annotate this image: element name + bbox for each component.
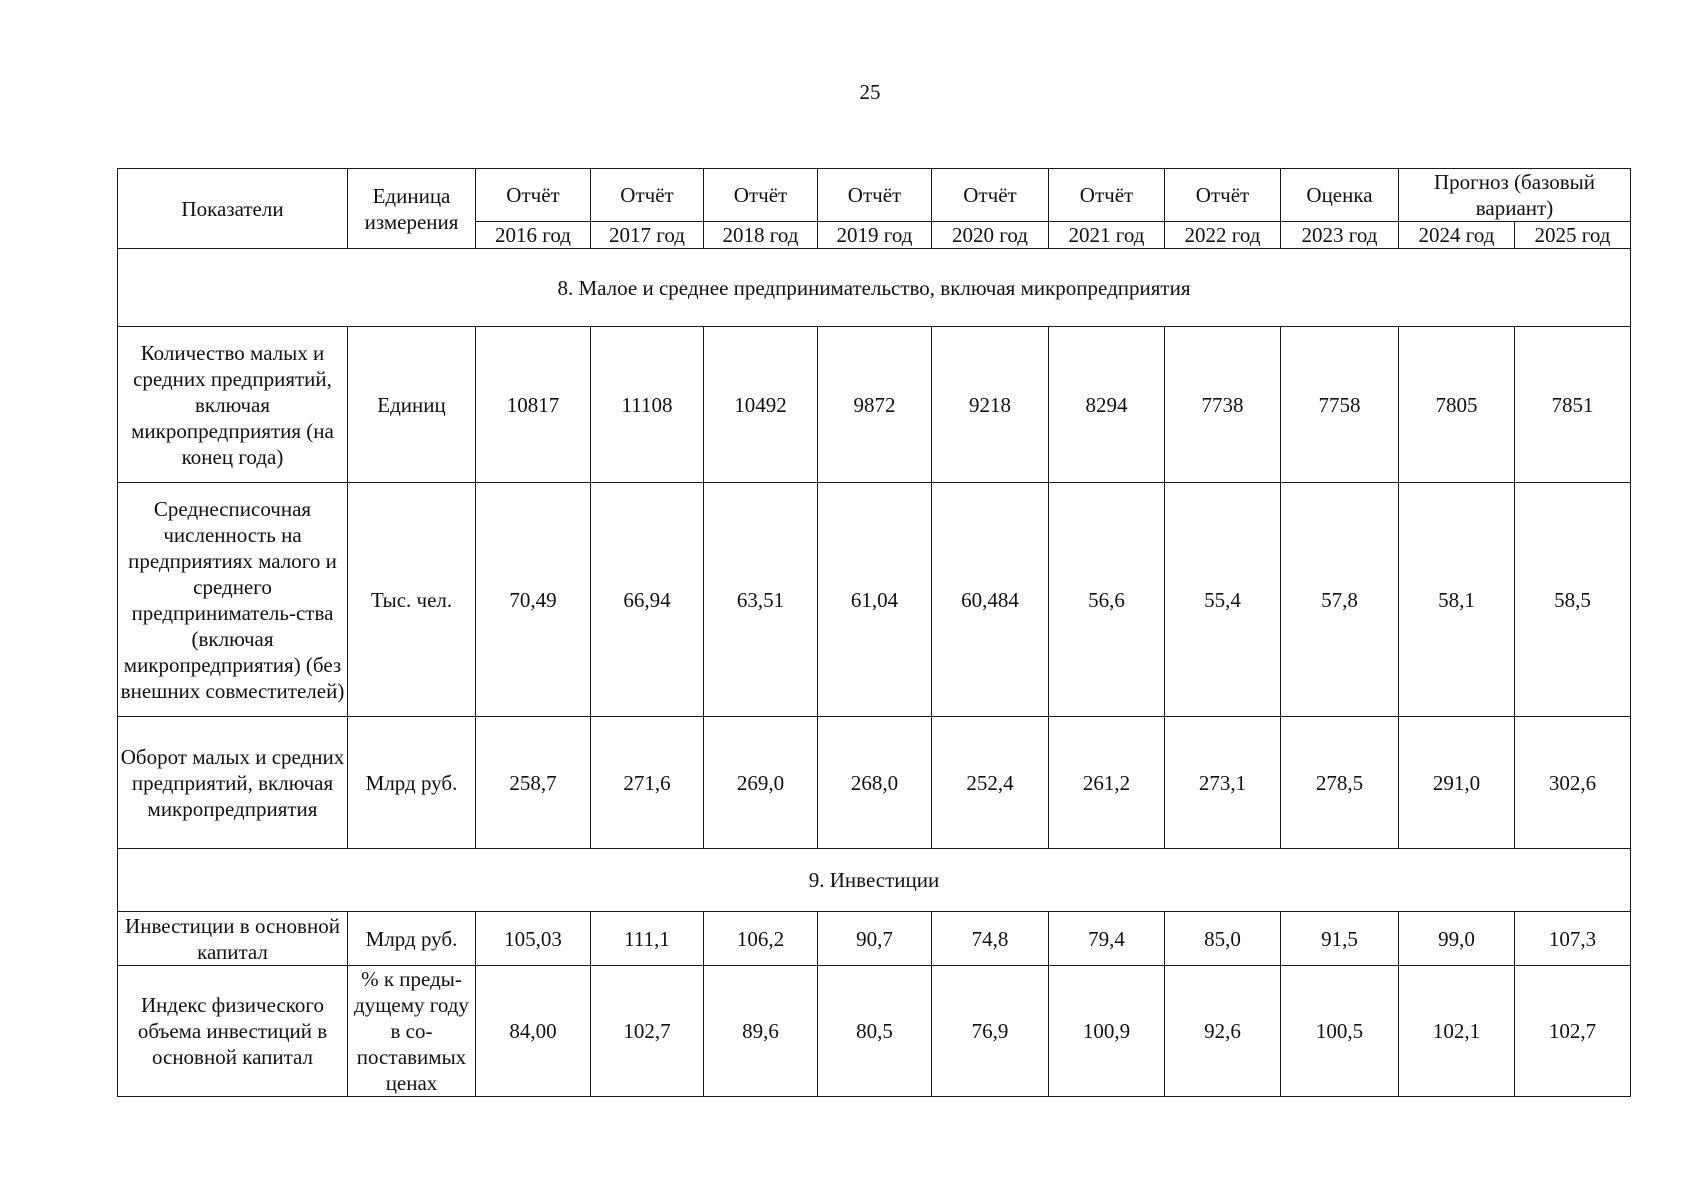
header-year: 2018 год xyxy=(704,222,818,249)
value-cell: 105,03 xyxy=(476,912,591,966)
header-period: Отчёт xyxy=(1165,169,1281,222)
value-cell: 9872 xyxy=(818,327,932,483)
value-cell: 302,6 xyxy=(1515,717,1631,849)
unit-cell: % к преды-дущему году в со-поставимых ценах xyxy=(348,966,476,1097)
table-row xyxy=(118,717,1631,849)
indicator-cell: Оборот малых и средних предприятий, включая микропредприятия xyxy=(118,717,348,849)
value-cell: 252,4 xyxy=(932,717,1049,849)
value-cell: 107,3 xyxy=(1515,912,1631,966)
value-cell: 9218 xyxy=(932,327,1049,483)
header-row-1 xyxy=(118,169,1631,222)
value-cell: 7805 xyxy=(1399,327,1515,483)
header-year: 2024 год xyxy=(1399,222,1515,249)
value-cell: 79,4 xyxy=(1049,912,1165,966)
value-cell: 7851 xyxy=(1515,327,1631,483)
table-row xyxy=(118,327,1631,483)
header-year: 2022 год xyxy=(1165,222,1281,249)
table-row xyxy=(118,483,1631,717)
header-year: 2023 год xyxy=(1281,222,1399,249)
header-period: Отчёт xyxy=(591,169,704,222)
section-title: 9. Инвестиции xyxy=(118,849,1631,912)
value-cell: 89,6 xyxy=(704,966,818,1097)
header-period: Отчёт xyxy=(932,169,1049,222)
value-cell: 261,2 xyxy=(1049,717,1165,849)
value-cell: 102,1 xyxy=(1399,966,1515,1097)
value-cell: 11108 xyxy=(591,327,704,483)
header-year: 2016 год xyxy=(476,222,591,249)
indicator-cell: Среднесписочная численность на предприятиях малого и среднего предприниматель-ства (включая микропредприятия) (без внешних совместителей) xyxy=(118,483,348,717)
value-cell: 291,0 xyxy=(1399,717,1515,849)
indicator-cell: Количество малых и средних предприятий, включая микропредприятия (на конец года) xyxy=(118,327,348,483)
section-row xyxy=(118,249,1631,327)
indicators-table xyxy=(117,168,1631,1097)
indicator-cell: Инвестиции в основной капитал xyxy=(118,912,348,966)
header-indicator: Показатели xyxy=(118,169,348,249)
value-cell: 91,5 xyxy=(1281,912,1399,966)
value-cell: 106,2 xyxy=(704,912,818,966)
page-number: 25 xyxy=(859,80,881,104)
unit-cell: Тыс. чел. xyxy=(348,483,476,717)
header-year: 2019 год xyxy=(818,222,932,249)
header-period: Отчёт xyxy=(476,169,591,222)
value-cell: 100,5 xyxy=(1281,966,1399,1097)
value-cell: 273,1 xyxy=(1165,717,1281,849)
value-cell: 66,94 xyxy=(591,483,704,717)
value-cell: 10492 xyxy=(704,327,818,483)
value-cell: 55,4 xyxy=(1165,483,1281,717)
value-cell: 100,9 xyxy=(1049,966,1165,1097)
value-cell: 92,6 xyxy=(1165,966,1281,1097)
value-cell: 80,5 xyxy=(818,966,932,1097)
header-period: Отчёт xyxy=(1049,169,1165,222)
value-cell: 60,484 xyxy=(932,483,1049,717)
value-cell: 84,00 xyxy=(476,966,591,1097)
unit-cell: Млрд руб. xyxy=(348,912,476,966)
value-cell: 7738 xyxy=(1165,327,1281,483)
indicator-cell: Индекс физического объема инвестиций в основной капитал xyxy=(118,966,348,1097)
value-cell: 58,1 xyxy=(1399,483,1515,717)
header-unit: Единица измерения xyxy=(348,169,476,249)
header-year: 2021 год xyxy=(1049,222,1165,249)
value-cell: 70,49 xyxy=(476,483,591,717)
value-cell: 85,0 xyxy=(1165,912,1281,966)
header-year: 2017 год xyxy=(591,222,704,249)
value-cell: 57,8 xyxy=(1281,483,1399,717)
section-row xyxy=(118,849,1631,912)
value-cell: 111,1 xyxy=(591,912,704,966)
value-cell: 271,6 xyxy=(591,717,704,849)
header-year: 2020 год xyxy=(932,222,1049,249)
header-year: 2025 год xyxy=(1515,222,1631,249)
value-cell: 90,7 xyxy=(818,912,932,966)
value-cell: 58,5 xyxy=(1515,483,1631,717)
value-cell: 269,0 xyxy=(704,717,818,849)
value-cell: 56,6 xyxy=(1049,483,1165,717)
header-forecast: Прогноз (базовый вариант) xyxy=(1399,169,1631,222)
value-cell: 63,51 xyxy=(704,483,818,717)
value-cell: 99,0 xyxy=(1399,912,1515,966)
header-period: Отчёт xyxy=(704,169,818,222)
header-period: Отчёт xyxy=(818,169,932,222)
value-cell: 10817 xyxy=(476,327,591,483)
value-cell: 61,04 xyxy=(818,483,932,717)
value-cell: 268,0 xyxy=(818,717,932,849)
unit-cell: Млрд руб. xyxy=(348,717,476,849)
unit-cell: Единиц xyxy=(348,327,476,483)
value-cell: 74,8 xyxy=(932,912,1049,966)
value-cell: 102,7 xyxy=(1515,966,1631,1097)
value-cell: 278,5 xyxy=(1281,717,1399,849)
header-period: Оценка xyxy=(1281,169,1399,222)
value-cell: 76,9 xyxy=(932,966,1049,1097)
value-cell: 258,7 xyxy=(476,717,591,849)
table-row xyxy=(118,966,1631,1097)
table-row xyxy=(118,912,1631,966)
value-cell: 7758 xyxy=(1281,327,1399,483)
value-cell: 102,7 xyxy=(591,966,704,1097)
section-title: 8. Малое и среднее предпринимательство, включая микропредприятия xyxy=(118,249,1631,327)
value-cell: 8294 xyxy=(1049,327,1165,483)
